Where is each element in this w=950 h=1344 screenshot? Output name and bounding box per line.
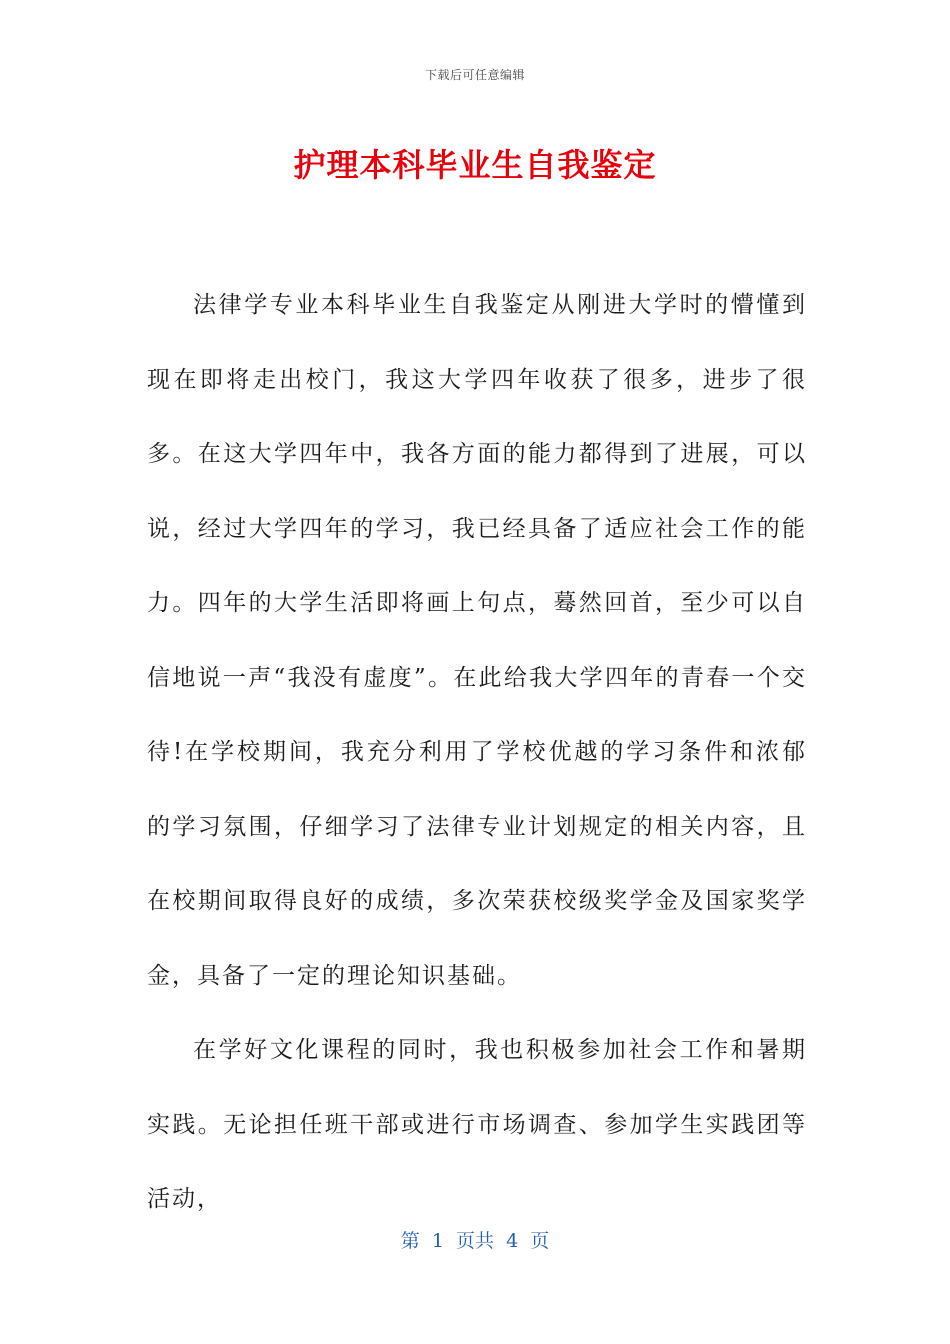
page-number-footer: 第 1 页共 4 页 — [400, 1230, 550, 1252]
body-paragraph: 法律学专业本科毕业生自我鉴定从刚进大学时的懵懂到现在即将走出校门，我这大学四年收获了很多，进步了很多。在这大学四年中，我各方面的能力都得到了进展，可以说，经过大学四年的学习，我已经具备了适应社会工作的能力。四年的大学生活即将画上句点，蓦然回首，至少可以自信地说一声“我没有虚度”。在此给我大学四年的青春一个交待!在学校期间，我充分利用了学校优越的学习条件和浓郁的学习氛围，仔细学习了法律专业计划规定的相关内容，且在校期间取得良好的成绩，多次荣获校级奖学金及国家奖学金，具备了一定的理论知识基础。 — [147, 292, 807, 989]
header-note: 下载后可任意编辑 — [424, 68, 525, 82]
document-title: 护理本科毕业生自我鉴定 — [293, 146, 657, 184]
document-body — [147, 268, 807, 1237]
body-paragraph: 在学好文化课程的同时，我也积极参加社会工作和暑期实践。无论担任班干部或进行市场调查、参加学生实践团等活动， — [147, 1037, 807, 1212]
